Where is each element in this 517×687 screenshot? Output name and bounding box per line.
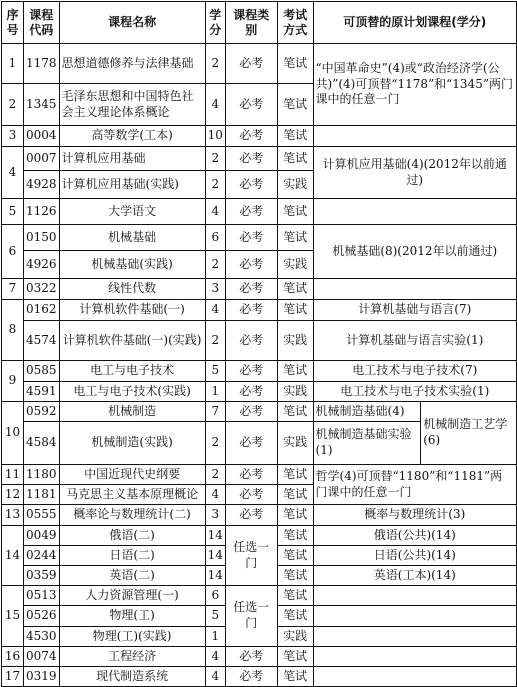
exam-cell: 笔试 [277, 586, 313, 606]
seq-cell: 6 [2, 225, 24, 279]
exam-cell: 笔试 [277, 566, 313, 586]
code-cell: 0359 [23, 566, 59, 586]
seq-cell: 13 [2, 505, 24, 526]
replacement-note: 计算机应用基础(4)(2012年以前通过) [313, 147, 516, 199]
seq-cell: 8 [2, 300, 24, 361]
replacement-note: 哲学(4)可顶替“1180”和“1181”两门课中的任意一门 [313, 465, 516, 505]
table-row [2, 279, 517, 300]
credit-cell: 2 [205, 171, 225, 199]
credit-cell: 10 [205, 126, 225, 147]
table-row [2, 225, 517, 251]
replacement-note: 日语(公共)(14) [313, 546, 516, 566]
code-cell: 4574 [23, 321, 59, 361]
seq-cell: 9 [2, 361, 24, 402]
credit-cell: 7 [205, 402, 225, 422]
exam-cell: 笔试 [277, 485, 313, 505]
replacement-note: 机械制造工艺学(6) [421, 402, 517, 465]
code-cell: 1181 [23, 485, 59, 505]
code-cell: 0244 [23, 546, 59, 566]
code-cell: 4928 [23, 171, 59, 199]
replacement-note: 计算机基础与语言(7) [313, 300, 516, 321]
exam-cell: 笔试 [277, 505, 313, 526]
seq-cell: 11 [2, 465, 24, 485]
name-cell: 英语(二) [59, 566, 205, 586]
name-cell: 工程经济 [59, 647, 205, 667]
seq-cell: 12 [2, 485, 24, 505]
name-cell: 计算机软件基础(一)(实践) [59, 321, 205, 361]
replacement-note: 机械制造基础实验(1) [313, 422, 421, 465]
exam-cell: 实践 [277, 251, 313, 279]
replacement-empty [313, 126, 516, 147]
exam-cell: 实践 [277, 422, 313, 465]
header-code: 课程代码 [23, 2, 59, 44]
type-cell: 必考 [225, 382, 277, 402]
name-cell: 概率论与数理统计(二) [59, 505, 205, 526]
credit-cell: 2 [205, 422, 225, 465]
replacement-empty [313, 199, 516, 225]
table-row [2, 126, 517, 147]
table-row [2, 199, 517, 225]
code-cell: 0555 [23, 505, 59, 526]
header-exam: 考试方式 [277, 2, 313, 44]
replacement-empty [313, 586, 516, 606]
replacement-note: 俄语(公共)(14) [313, 526, 516, 546]
name-cell: 俄语(二) [59, 526, 205, 546]
name-cell: 物理(工) [59, 606, 205, 627]
exam-cell: 实践 [277, 382, 313, 402]
name-cell: 计算机应用基础(实践) [59, 171, 205, 199]
credit-cell: 2 [205, 147, 225, 171]
type-cell: 必考 [225, 667, 277, 687]
name-cell: 计算机软件基础(一) [59, 300, 205, 321]
name-cell: 日语(二) [59, 546, 205, 566]
type-cell: 必考 [225, 126, 277, 147]
exam-cell: 笔试 [277, 225, 313, 251]
header-replace: 可顶替的原计划课程(学分) [313, 2, 516, 44]
credit-cell: 14 [205, 526, 225, 546]
name-cell: 线性代数 [59, 279, 205, 300]
replacement-empty [313, 667, 516, 687]
table-row [2, 300, 517, 321]
table-row [2, 361, 517, 382]
exam-cell: 笔试 [277, 44, 313, 84]
name-cell: 计算机应用基础 [59, 147, 205, 171]
replacement-note: 电工技术与电子技术(7) [313, 361, 516, 382]
course-table [1, 1, 517, 687]
replacement-empty [313, 279, 516, 300]
exam-cell: 笔试 [277, 199, 313, 225]
code-cell: 4591 [23, 382, 59, 402]
table-row [2, 647, 517, 667]
credit-cell: 2 [205, 321, 225, 361]
type-cell: 必考 [225, 321, 277, 361]
replacement-note: 机械制造基础(4) [313, 402, 421, 422]
table-row [2, 667, 517, 687]
exam-cell: 笔试 [277, 361, 313, 382]
credit-cell: 3 [205, 505, 225, 526]
code-cell: 4926 [23, 251, 59, 279]
type-cell: 必考 [225, 361, 277, 382]
type-cell: 必考 [225, 300, 277, 321]
seq-cell: 17 [2, 667, 24, 687]
replacement-note: 英语(工本)(14) [313, 566, 516, 586]
code-cell: 0150 [23, 225, 59, 251]
seq-cell: 3 [2, 126, 24, 147]
credit-cell: 6 [205, 225, 225, 251]
replacement-note: 计算机基础与语言实验(1) [313, 321, 516, 361]
seq-cell: 2 [2, 84, 24, 126]
type-cell: 必考 [225, 279, 277, 300]
name-cell: 思想道德修养与法律基础 [59, 44, 205, 84]
name-cell: 电工与电子技术(实践) [59, 382, 205, 402]
table-row [2, 321, 517, 361]
code-cell: 0319 [23, 667, 59, 687]
type-cell: 必考 [225, 199, 277, 225]
seq-cell: 14 [2, 526, 24, 586]
name-cell: 中国近现代史纲要 [59, 465, 205, 485]
replacement-note: 电工技术与电子技术实验(1) [313, 382, 516, 402]
replacement-empty [313, 606, 516, 627]
replacement-empty [313, 627, 516, 647]
code-cell: 0513 [23, 586, 59, 606]
replacement-note: 概率与数理统计(3) [313, 505, 516, 526]
exam-cell: 笔试 [277, 279, 313, 300]
name-cell: 高等数学(工本) [59, 126, 205, 147]
table-row [2, 465, 517, 485]
type-cell: 必考 [225, 225, 277, 251]
exam-cell: 笔试 [277, 402, 313, 422]
seq-cell: 4 [2, 147, 24, 199]
code-cell: 0585 [23, 361, 59, 382]
code-cell: 1180 [23, 465, 59, 485]
type-cell: 必考 [225, 505, 277, 526]
header-row [2, 2, 517, 44]
code-cell: 0162 [23, 300, 59, 321]
exam-cell: 笔试 [277, 300, 313, 321]
name-cell: 电工与电子技术 [59, 361, 205, 382]
header-name: 课程名称 [59, 2, 205, 44]
type-cell: 必考 [225, 422, 277, 465]
header-credit: 学分 [205, 2, 225, 44]
name-cell: 马克思主义基本原理概论 [59, 485, 205, 505]
credit-cell: 4 [205, 199, 225, 225]
code-cell: 0074 [23, 647, 59, 667]
exam-cell: 笔试 [277, 667, 313, 687]
replacement-note: “中国革命史”(4)或“政治经济学(公共)”(4)可顶替“1178”和“1345”两门课中的任意一门 [313, 44, 516, 126]
credit-cell: 5 [205, 361, 225, 382]
name-cell: 物理(工)(实践) [59, 627, 205, 647]
name-cell: 毛泽东思想和中国特色社会主义理论体系概论 [59, 84, 205, 126]
credit-cell: 1 [205, 382, 225, 402]
seq-cell: 15 [2, 586, 24, 647]
code-cell: 1178 [23, 44, 59, 84]
exam-cell: 实践 [277, 171, 313, 199]
exam-cell: 笔试 [277, 546, 313, 566]
seq-cell: 1 [2, 44, 24, 84]
credit-cell: 4 [205, 647, 225, 667]
type-cell: 必考 [225, 402, 277, 422]
name-cell: 机械基础(实践) [59, 251, 205, 279]
credit-cell: 4 [205, 667, 225, 687]
name-cell: 人力资源管理(一) [59, 586, 205, 606]
credit-cell: 4 [205, 84, 225, 126]
seq-cell: 10 [2, 402, 24, 465]
credit-cell: 14 [205, 566, 225, 586]
replacement-empty [313, 647, 516, 667]
credit-cell: 2 [205, 44, 225, 84]
code-cell: 1126 [23, 199, 59, 225]
type-cell: 必考 [225, 171, 277, 199]
credit-cell: 4 [205, 300, 225, 321]
exam-cell: 实践 [277, 321, 313, 361]
table-row [2, 505, 517, 526]
credit-cell: 3 [205, 279, 225, 300]
code-cell: 0322 [23, 279, 59, 300]
name-cell: 现代制造系统 [59, 667, 205, 687]
credit-cell: 14 [205, 546, 225, 566]
exam-cell: 笔试 [277, 647, 313, 667]
type-cell: 必考 [225, 147, 277, 171]
type-cell: 必考 [225, 44, 277, 84]
name-cell: 机械基础 [59, 225, 205, 251]
type-cell: 必考 [225, 251, 277, 279]
type-cell: 任选一门 [225, 526, 277, 586]
header-type: 课程类别 [225, 2, 277, 44]
type-cell: 必考 [225, 647, 277, 667]
code-cell: 4584 [23, 422, 59, 465]
table-row [2, 526, 517, 546]
exam-cell: 笔试 [277, 526, 313, 546]
code-cell: 1345 [23, 84, 59, 126]
credit-cell: 2 [205, 465, 225, 485]
code-cell: 0526 [23, 606, 59, 627]
seq-cell: 5 [2, 199, 24, 225]
exam-cell: 笔试 [277, 465, 313, 485]
credit-cell: 2 [205, 251, 225, 279]
table-row [2, 44, 517, 84]
code-cell: 4530 [23, 627, 59, 647]
exam-cell: 笔试 [277, 84, 313, 126]
header-seq: 序号 [2, 2, 24, 44]
seq-cell: 16 [2, 647, 24, 667]
replacement-note: 机械基础(8)(2012年以前通过) [313, 225, 516, 279]
code-cell: 0592 [23, 402, 59, 422]
table-row [2, 382, 517, 402]
table-row [2, 586, 517, 606]
name-cell: 机械制造 [59, 402, 205, 422]
code-cell: 0004 [23, 126, 59, 147]
name-cell: 大学语文 [59, 199, 205, 225]
type-cell: 必考 [225, 84, 277, 126]
credit-cell: 6 [205, 586, 225, 606]
credit-cell: 4 [205, 485, 225, 505]
exam-cell: 笔试 [277, 147, 313, 171]
code-cell: 0049 [23, 526, 59, 546]
type-cell: 必考 [225, 465, 277, 485]
exam-cell: 实践 [277, 627, 313, 647]
credit-cell: 5 [205, 606, 225, 627]
code-cell: 0007 [23, 147, 59, 171]
credit-cell: 1 [205, 627, 225, 647]
seq-cell: 7 [2, 279, 24, 300]
exam-cell: 笔试 [277, 606, 313, 627]
type-cell: 任选一门 [225, 586, 277, 647]
type-cell: 必考 [225, 485, 277, 505]
table-row [2, 402, 517, 422]
table-row [2, 147, 517, 171]
exam-cell: 笔试 [277, 126, 313, 147]
name-cell: 机械制造(实践) [59, 422, 205, 465]
